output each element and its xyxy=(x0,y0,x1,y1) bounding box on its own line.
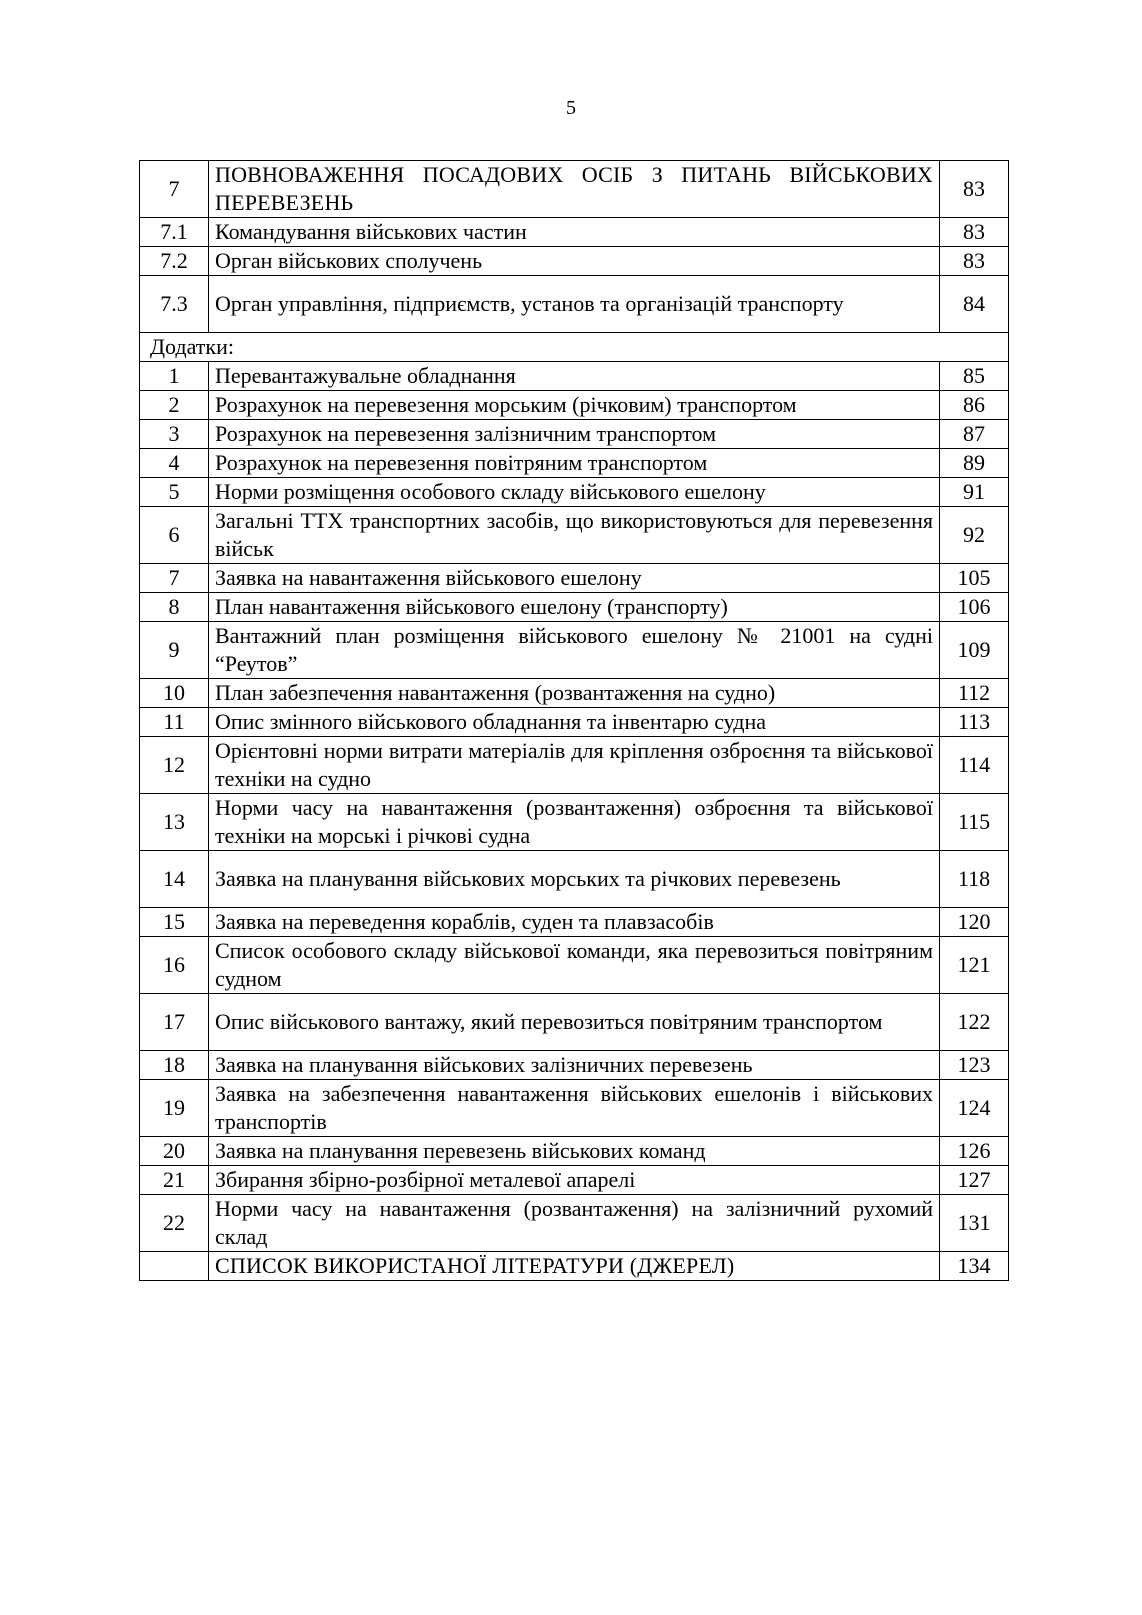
toc-row-page: 121 xyxy=(940,937,1009,994)
toc-row-page: 112 xyxy=(940,679,1009,708)
toc-row-number: 11 xyxy=(140,708,209,737)
toc-row-page: 118 xyxy=(940,851,1009,908)
toc-row-title: Заявка на планування військових залізничних перевезень xyxy=(209,1051,940,1080)
toc-row-title: Заявка на переведення кораблів, суден та плавзасобів xyxy=(209,908,940,937)
toc-row xyxy=(140,478,1009,507)
toc-row-title: Опис змінного військового обладнання та інвентарю судна xyxy=(209,708,940,737)
toc-row-title: ПОВНОВАЖЕННЯ ПОСАДОВИХ ОСІБ З ПИТАНЬ ВІЙСЬКОВИХ ПЕРЕВЕЗЕНЬ xyxy=(209,161,940,218)
toc-row-number: 19 xyxy=(140,1080,209,1137)
toc-row-page: 83 xyxy=(940,218,1009,247)
toc-row xyxy=(140,218,1009,247)
toc-row xyxy=(140,362,1009,391)
toc-row-number: 21 xyxy=(140,1166,209,1195)
toc-row xyxy=(140,161,1009,218)
toc-row-page: 114 xyxy=(940,737,1009,794)
toc-row-title: Заявка на планування військових морських та річкових перевезень xyxy=(209,851,940,908)
toc-row-title: Заявка на забезпечення навантаження військових ешелонів і військових транспортів xyxy=(209,1080,940,1137)
toc-row-title: Збирання збірно-розбірної металевої апарелі xyxy=(209,1166,940,1195)
toc-row xyxy=(140,851,1009,908)
toc-row-title: План забезпечення навантаження (розвантаження на судно) xyxy=(209,679,940,708)
toc-row-page: 92 xyxy=(940,507,1009,564)
toc-row-number: 10 xyxy=(140,679,209,708)
toc-row-number: 2 xyxy=(140,391,209,420)
toc-row xyxy=(140,564,1009,593)
toc-row-page: 124 xyxy=(940,1080,1009,1137)
toc-row xyxy=(140,391,1009,420)
toc-body xyxy=(140,161,1009,1281)
toc-row-number: 5 xyxy=(140,478,209,507)
toc-row-page: 83 xyxy=(940,247,1009,276)
toc-row xyxy=(140,420,1009,449)
toc-row-page: 87 xyxy=(940,420,1009,449)
toc-row-number: 20 xyxy=(140,1137,209,1166)
toc-row-number: 3 xyxy=(140,420,209,449)
toc-row-number: 17 xyxy=(140,994,209,1051)
toc-row-number: 7.1 xyxy=(140,218,209,247)
toc-row-number: 8 xyxy=(140,593,209,622)
toc-row xyxy=(140,994,1009,1051)
toc-row-page: 126 xyxy=(940,1137,1009,1166)
toc-row-title: План навантаження військового ешелону (транспорту) xyxy=(209,593,940,622)
toc-row xyxy=(140,247,1009,276)
toc-row-number: 7.2 xyxy=(140,247,209,276)
toc-row-title: Розрахунок на перевезення залізничним транспортом xyxy=(209,420,940,449)
toc-row-title: Орган управління, підприємств, установ та організацій транспорту xyxy=(209,276,940,333)
toc-row xyxy=(140,1080,1009,1137)
toc-row-title: СПИСОК ВИКОРИСТАНОЇ ЛІТЕРАТУРИ (ДЖЕРЕЛ) xyxy=(209,1252,940,1281)
toc-row-page: 115 xyxy=(940,794,1009,851)
toc-row-page: 113 xyxy=(940,708,1009,737)
toc-row-number: 22 xyxy=(140,1195,209,1252)
toc-row-number xyxy=(140,1252,209,1281)
toc-row xyxy=(140,276,1009,333)
toc-row-title: Командування військових частин xyxy=(209,218,940,247)
toc-row-number: 1 xyxy=(140,362,209,391)
toc-row-title: Заявка на навантаження військового ешелону xyxy=(209,564,940,593)
toc-row-page: 120 xyxy=(940,908,1009,937)
toc-row-number: 7.3 xyxy=(140,276,209,333)
toc-row-title: Розрахунок на перевезення повітряним транспортом xyxy=(209,449,940,478)
toc-row xyxy=(140,679,1009,708)
toc-row-title: Норми часу на навантаження (розвантаження) на залізничний рухомий склад xyxy=(209,1195,940,1252)
toc-row-title: Норми часу на навантаження (розвантаження) озброєння та військової техніки на морські і річкові судна xyxy=(209,794,940,851)
table-of-contents xyxy=(139,160,1009,1281)
toc-row-page: 134 xyxy=(940,1252,1009,1281)
toc-row-page: 84 xyxy=(940,276,1009,333)
toc-row-page: 86 xyxy=(940,391,1009,420)
appendix-header-row xyxy=(140,333,1009,362)
toc-row-number: 7 xyxy=(140,564,209,593)
toc-row-number: 9 xyxy=(140,622,209,679)
toc-row xyxy=(140,937,1009,994)
toc-row-title: Перевантажувальне обладнання xyxy=(209,362,940,391)
toc-row-number: 16 xyxy=(140,937,209,994)
toc-row xyxy=(140,708,1009,737)
toc-row xyxy=(140,794,1009,851)
toc-row-title: Розрахунок на перевезення морським (річковим) транспортом xyxy=(209,391,940,420)
toc-row-number: 13 xyxy=(140,794,209,851)
toc-row-number: 6 xyxy=(140,507,209,564)
toc-row xyxy=(140,507,1009,564)
toc-row-title: Список особового складу військової команди, яка перевозиться повітряним судном xyxy=(209,937,940,994)
toc-row xyxy=(140,622,1009,679)
toc-row xyxy=(140,1137,1009,1166)
toc-row xyxy=(140,1195,1009,1252)
toc-row-title: Норми розміщення особового складу військового ешелону xyxy=(209,478,940,507)
toc-row-title: Загальні ТТХ транспортних засобів, що використовуються для перевезення військ xyxy=(209,507,940,564)
toc-row-page: 83 xyxy=(940,161,1009,218)
toc-row-page: 105 xyxy=(940,564,1009,593)
toc-row-page: 127 xyxy=(940,1166,1009,1195)
toc-row-title: Орган військових сполучень xyxy=(209,247,940,276)
toc-row-page: 85 xyxy=(940,362,1009,391)
toc-row xyxy=(140,449,1009,478)
toc-row-title: Опис військового вантажу, який перевозиться повітряним транспортом xyxy=(209,994,940,1051)
toc-row xyxy=(140,737,1009,794)
toc-row xyxy=(140,1051,1009,1080)
toc-row-number: 4 xyxy=(140,449,209,478)
toc-row-number: 14 xyxy=(140,851,209,908)
toc-row-title: Заявка на планування перевезень військових команд xyxy=(209,1137,940,1166)
toc-row-page: 122 xyxy=(940,994,1009,1051)
toc-row-number: 7 xyxy=(140,161,209,218)
toc-row-number: 18 xyxy=(140,1051,209,1080)
toc-row xyxy=(140,1166,1009,1195)
appendix-label: Додатки: xyxy=(140,333,1009,362)
toc-row-page: 131 xyxy=(940,1195,1009,1252)
toc-row xyxy=(140,1252,1009,1281)
page-number: 5 xyxy=(566,97,576,119)
toc-row-title: Вантажний план розміщення військового ешелону № 21001 на судні “Реутов” xyxy=(209,622,940,679)
toc-row-page: 109 xyxy=(940,622,1009,679)
toc-row-number: 15 xyxy=(140,908,209,937)
toc-row-page: 91 xyxy=(940,478,1009,507)
toc-row-page: 106 xyxy=(940,593,1009,622)
toc-row xyxy=(140,908,1009,937)
toc-row-title: Орієнтовні норми витрати матеріалів для кріплення озброєння та військової техніки на судно xyxy=(209,737,940,794)
toc-row-page: 123 xyxy=(940,1051,1009,1080)
toc-row-page: 89 xyxy=(940,449,1009,478)
toc-row-number: 12 xyxy=(140,737,209,794)
toc-row xyxy=(140,593,1009,622)
